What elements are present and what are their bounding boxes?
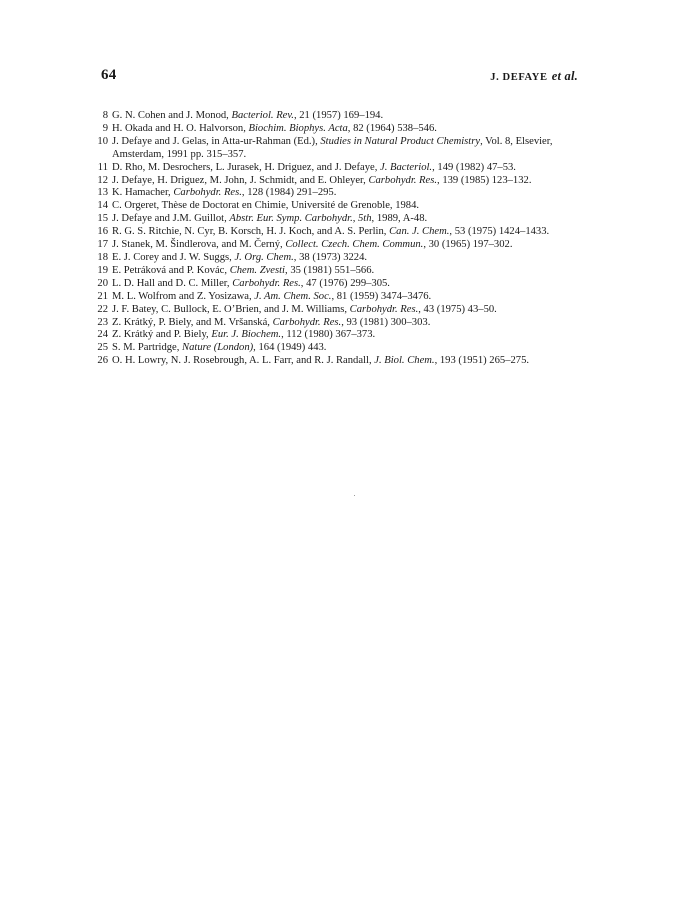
reference-number: 21 [97, 290, 108, 302]
reference-number: 20 [97, 277, 108, 289]
reference-9: 9 H. Okada and H. O. Halvorson, Biochim. Biophys. Acta, 82 (1964) 538–546. [96, 123, 582, 136]
reference-number: 22 [97, 303, 108, 315]
reference-number: 9 [102, 122, 108, 134]
reference-number: 15 [97, 213, 108, 225]
reference-21: 21 M. L. Wolfrom and Z. Yosizawa, J. Am. Chem. Soc., 81 (1959) 3474–3476. [97, 290, 432, 302]
reference-18: 18 E. J. Corey and J. W. Suggs, J. Org. Chem., 38 (1973) 3224. [97, 251, 368, 263]
reference-25: 25 S. M. Partridge, Nature (London), 164 (1949) 443. [97, 342, 327, 354]
page-number: 64 [101, 67, 117, 83]
reference-13: 13 K. Hamacher, Carbohydr. Res., 128 (1984) 291–295. [97, 187, 337, 199]
reference-number: 10 [97, 135, 108, 147]
reference-number: 23 [97, 316, 108, 328]
reference-number: 25 [97, 342, 108, 354]
reference-11: 11 D. Rho, M. Desrochers, L. Jurasek, H. Driguez, and J. Defaye, J. Bacteriol., 149 (1982) 47–53. [97, 161, 516, 173]
reference-26: 26 O. H. Lowry, N. J. Rosebrough, A. L. Farr, and R. J. Randall, J. Biol. Chem., 193 (1951) 265–275. [97, 355, 530, 367]
reference-15: 15 J. Defaye and J.M. Guillot, Abstr. Eur. Symp. Carbohydr., 5th, 1989, A-48. [97, 213, 428, 225]
reference-number: 18 [97, 251, 108, 263]
reference-number: 19 [97, 264, 108, 276]
reference-20: 20 L. D. Hall and D. C. Miller, Carbohydr. Res., 47 (1976) 299–305. [97, 277, 390, 289]
reference-14: 14 C. Orgeret, Thèse de Doctorat en Chimie, Université de Grenoble, 1984. [97, 200, 420, 212]
reference-number: 12 [97, 174, 108, 186]
running-head [490, 69, 578, 84]
reference-10: 10 J. Defaye and J. Gelas, in Atta-ur-Rahman (Ed.), Studies in Natural Product Chemistry, Vol. 8, Elsevier, Amsterdam, 1991 pp. 315–357. [96, 136, 582, 162]
reference-number: 8 [102, 110, 108, 121]
reference-12: 12 J. Defaye, H. Driguez, M. John, J. Schmidt, and E. Ohleyer, Carbohydr. Res., 139 (1985) 123–132. [97, 174, 532, 186]
reference-list [96, 110, 582, 368]
reference-8: 8 G. N. Cohen and J. Monod, Bacteriol. Rev., 21 (1957) 169–194. [96, 110, 582, 123]
reference-22: 22 J. F. Batey, C. Bullock, E. O’Brien, and J. M. Williams, Carbohydr. Res., 43 (1975) 43–50. [97, 303, 497, 315]
reference-number: 14 [97, 200, 108, 212]
reference-19: 19 E. Petráková and P. Kovác, Chem. Zvesti, 35 (1981) 551–566. [97, 264, 375, 276]
reference-23: 23 Z. Krátký, P. Biely, and M. Vršanská, Carbohydr. Res., 93 (1981) 300–303. [97, 316, 431, 328]
reference-16: 16 R. G. S. Ritchie, N. Cyr, B. Korsch, H. J. Koch, and A. S. Perlin, Can. J. Chem., 53 (1975) 1424–1433. [97, 226, 550, 238]
reference-number: 17 [97, 239, 108, 251]
reference-number: 11 [97, 161, 108, 173]
reference-17: 17 J. Stanek, M. Šindlerova, and M. Černý, Collect. Czech. Chem. Commun., 30 (1965) 197–302. [97, 239, 513, 251]
reference-24: 24 Z. Krátký and P. Biely, Eur. J. Biochem., 112 (1980) 367–373. [97, 329, 376, 341]
running-head-etal: et al. [551, 69, 578, 83]
reference-number: 13 [97, 187, 108, 199]
reference-number: 16 [97, 226, 108, 238]
running-head-author: J. DEFAYE [490, 72, 548, 83]
scan-speck [354, 495, 355, 496]
reference-number: 24 [97, 329, 108, 341]
reference-continuation: Amsterdam, 1991 pp. 315–357. [112, 148, 247, 160]
reference-number: 26 [97, 355, 108, 367]
